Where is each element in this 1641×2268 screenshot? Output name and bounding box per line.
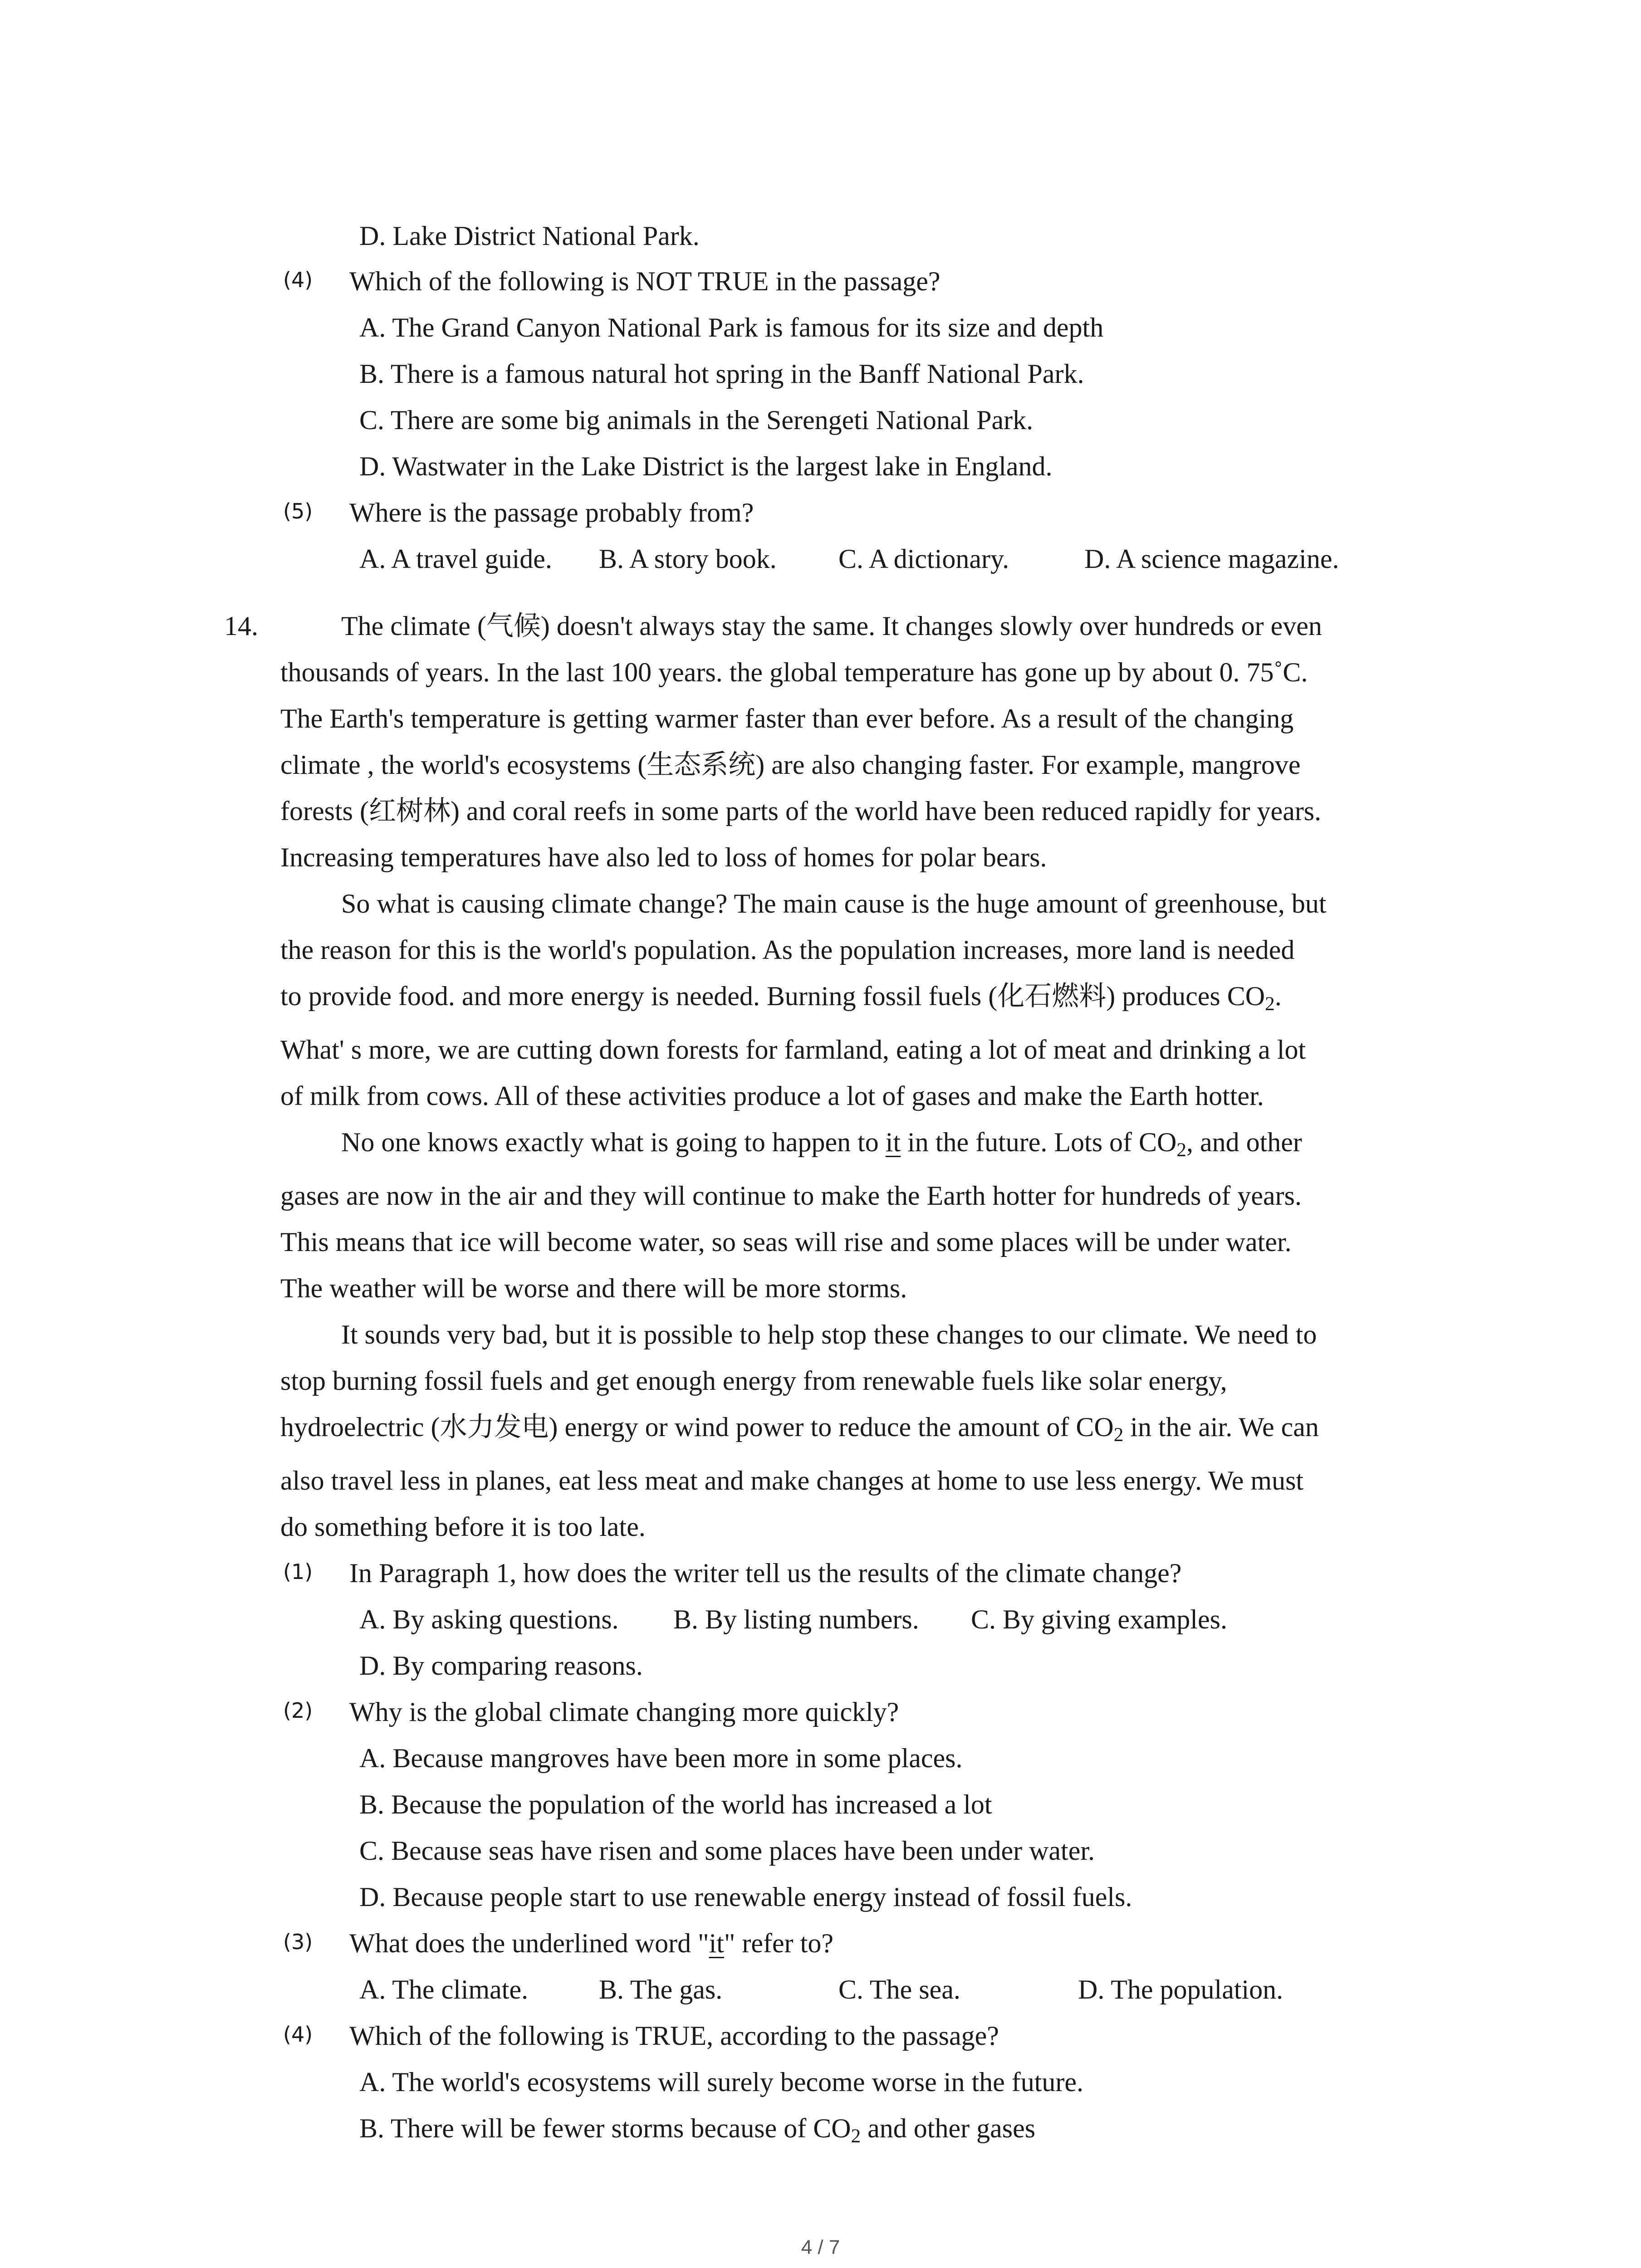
q14-q3-option-b: B. The gas. — [599, 1975, 723, 2004]
q14-p4-line4: also travel less in planes, eat less meat and make changes at home to use less energy. We must — [280, 1466, 1304, 1496]
q14-q2-option-c: C. Because seas have risen and some places have been under water. — [359, 1836, 1095, 1866]
q13-q4-option-a: A. The Grand Canyon National Park is famous for its size and depth — [359, 313, 1104, 342]
q14-q1-option-a: A. By asking questions. — [359, 1604, 619, 1634]
q14-p2-line4: What' s more, we are cutting down forests for farmland, eating a lot of meat and drinking a lot — [280, 1035, 1306, 1065]
q13-option-d-prev: D. Lake District National Park. — [359, 221, 700, 251]
q14-p3-line3: This means that ice will become water, so seas will rise and some places will be under water. — [280, 1227, 1292, 1257]
q14-p2-line5: of milk from cows. All of these activities produce a lot of gases and make the Earth hotter. — [280, 1081, 1264, 1111]
q13-q4-stem: Which of the following is NOT TRUE in the passage? — [349, 266, 941, 296]
q14-p4-line5: do something before it is too late. — [280, 1512, 646, 1542]
q14-q4-stem: Which of the following is TRUE, according to the passage? — [349, 2021, 999, 2051]
q13-q5-stem: Where is the passage probably from? — [349, 498, 754, 528]
q14-p1-line2: thousands of years. In the last 100 years. the global temperature has gone up by about 0. 75˚C. — [280, 657, 1308, 687]
q13-q5-option-a: A. A travel guide. — [359, 544, 552, 574]
q14-p3-line4: The weather will be worse and there will be more storms. — [280, 1273, 907, 1303]
q13-q4-number: (4) — [283, 268, 313, 292]
q14-p1-line4: climate , the world's ecosystems (生态系统) are also changing faster. For example, mangrove — [280, 750, 1301, 780]
q13-q4-option-d: D. Wastwater in the Lake District is the largest lake in England. — [359, 451, 1053, 481]
q14-q1-option-c: C. By giving examples. — [971, 1604, 1227, 1634]
page-number: 4 / 7 — [801, 2236, 840, 2258]
q14-p3-line2: gases are now in the air and they will continue to make the Earth hotter for hundreds of years. — [280, 1181, 1302, 1211]
q14-p3-line1: No one knows exactly what is going to happen to it in the future. Lots of $CO_2$, and other — [341, 1127, 1302, 1161]
q14-q2-stem: Why is the global climate changing more quickly? — [349, 1697, 899, 1727]
q14-p4-line1: It sounds very bad, but it is possible to help stop these changes to our climate. We need to — [341, 1320, 1317, 1349]
q14-q4-option-a: A. The world's ecosystems will surely become worse in the future. — [359, 2067, 1084, 2097]
q14-q1-stem: In Paragraph 1, how does the writer tell us the results of the climate change? — [349, 1558, 1182, 1588]
q14-q2-option-a: A. Because mangroves have been more in some places. — [359, 1743, 963, 1773]
q13-q5-option-b: B. A story book. — [599, 544, 777, 574]
q14-p4-line2: stop burning fossil fuels and get enough energy from renewable fuels like solar energy, — [280, 1366, 1227, 1396]
q14-p1-line3: The Earth's temperature is getting warmer faster than ever before. As a result of the changing — [280, 704, 1294, 733]
q14-q3-option-c: C. The sea. — [838, 1975, 960, 2004]
q14-q2-number: (2) — [283, 1698, 313, 1723]
q14-number: 14. — [224, 611, 258, 641]
q14-q3-number: (3) — [283, 1930, 313, 1954]
q14-p1-line1: The climate (气候) doesn't always stay the same. It changes slowly over hundreds or even — [341, 611, 1322, 641]
q14-p2-line3: to provide food. and more energy is needed. Burning fossil fuels (化石燃料) produces $CO_2$. — [280, 981, 1282, 1015]
q14-q1-option-d: D. By comparing reasons. — [359, 1651, 643, 1681]
q14-q2-option-d: D. Because people start to use renewable energy instead of fossil fuels. — [359, 1882, 1132, 1912]
q13-q4-option-b: B. There is a famous natural hot spring in the Banff National Park. — [359, 359, 1084, 389]
q14-q1-option-b: B. By listing numbers. — [673, 1604, 919, 1634]
q14-q4-number: (4) — [283, 2022, 313, 2047]
q14-q3-option-d: D. The population. — [1078, 1975, 1283, 2004]
q14-p1-line5: forests (红树林) and coral reefs in some parts of the world have been reduced rapidly for years. — [280, 796, 1322, 826]
q14-p1-line6: Increasing temperatures have also led to loss of homes for polar bears. — [280, 842, 1047, 872]
q14-p2-line2: the reason for this is the world's population. As the population increases, more land is needed — [280, 935, 1295, 965]
q13-q4-option-c: C. There are some big animals in the Serengeti National Park. — [359, 405, 1034, 435]
q14-q2-option-b: B. Because the population of the world has increased a lot — [359, 1789, 992, 1819]
q14-q3-stem: What does the underlined word "it" refer to? — [349, 1928, 833, 1958]
q14-q1-number: (1) — [283, 1559, 313, 1584]
q14-q4-option-b: B. There will be fewer storms because of $CO_2$ and other gases — [359, 2113, 1036, 2147]
q14-p2-line1: So what is causing climate change? The main cause is the huge amount of greenhouse, but — [341, 889, 1327, 919]
q13-q5-option-d: D. A science magazine. — [1084, 544, 1339, 574]
q14-q3-option-a: A. The climate. — [359, 1975, 529, 2004]
underlined-it-question: it — [709, 1928, 724, 1958]
q13-q5-number: (5) — [283, 499, 313, 523]
underlined-it: it — [885, 1127, 901, 1157]
q14-p4-line3: hydroelectric (水力发电) energy or wind power to reduce the amount of $CO_2$ in the air. We can — [280, 1412, 1319, 1446]
q13-q5-option-c: C. A dictionary. — [838, 544, 1009, 574]
